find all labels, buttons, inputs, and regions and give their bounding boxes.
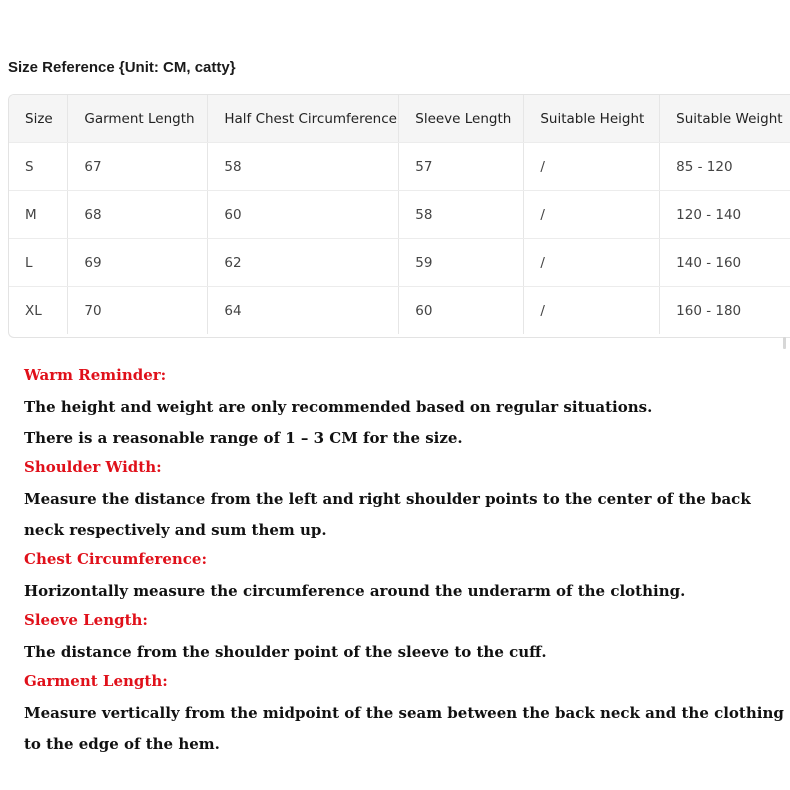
table-cell: 57	[399, 143, 524, 191]
note-text: The distance from the shoulder point of the sleeve to the cuff.	[24, 643, 547, 661]
table-cell: XL	[9, 287, 68, 335]
note-text: There is a reasonable range of 1 – 3 CM for the size.	[24, 429, 463, 447]
column-header: Size	[9, 95, 68, 143]
note-text: The height and weight are only recommended based on regular situations.	[24, 398, 653, 416]
table-cell: M	[9, 191, 68, 239]
table-row	[9, 143, 790, 191]
note-heading-shoulder-width: Shoulder Width:	[24, 458, 162, 476]
table-cell: /	[524, 191, 660, 239]
horizontal-scrollbar[interactable]	[783, 337, 786, 349]
note-text: neck respectively and sum them up.	[24, 521, 327, 539]
table-cell: 60	[399, 287, 524, 335]
column-header: Suitable Height	[524, 95, 660, 143]
column-header: Half Chest Circumference	[208, 95, 399, 143]
note-text: Measure the distance from the left and right shoulder points to the center of the back	[24, 490, 751, 508]
measurement-notes	[24, 362, 784, 760]
column-header: Garment Length	[68, 95, 208, 143]
table-cell: 85 - 120	[660, 143, 790, 191]
note-heading-warm-reminder: Warm Reminder:	[24, 366, 167, 384]
table-cell: /	[524, 287, 660, 335]
page-title: Size Reference {Unit: CM, catty}	[8, 59, 236, 76]
note-heading-garment-length: Garment Length:	[24, 672, 168, 690]
note-heading-chest-circumference: Chest Circumference:	[24, 550, 207, 568]
table-cell: L	[9, 239, 68, 287]
table-cell: 64	[208, 287, 399, 335]
table-cell: 58	[399, 191, 524, 239]
table-cell: 60	[208, 191, 399, 239]
table-cell: /	[524, 239, 660, 287]
note-text: Measure vertically from the midpoint of the seam between the back neck and the clothing	[24, 704, 784, 722]
table-row	[9, 191, 790, 239]
table-row	[9, 287, 790, 335]
column-header: Suitable Weight	[660, 95, 790, 143]
table-cell: 67	[68, 143, 208, 191]
table-cell: 69	[68, 239, 208, 287]
table-cell: 70	[68, 287, 208, 335]
table-cell: 68	[68, 191, 208, 239]
size-table	[8, 94, 790, 338]
table-cell: 62	[208, 239, 399, 287]
table-cell: 58	[208, 143, 399, 191]
note-text: Horizontally measure the circumference around the underarm of the clothing.	[24, 582, 686, 600]
table-row	[9, 239, 790, 287]
note-heading-sleeve-length: Sleeve Length:	[24, 611, 148, 629]
table-cell: /	[524, 143, 660, 191]
table-cell: 160 - 180	[660, 287, 790, 335]
table-cell: 59	[399, 239, 524, 287]
table-cell: S	[9, 143, 68, 191]
table-cell: 120 - 140	[660, 191, 790, 239]
table-cell: 140 - 160	[660, 239, 790, 287]
table-header-row	[9, 95, 790, 143]
note-text: to the edge of the hem.	[24, 735, 220, 753]
column-header: Sleeve Length	[399, 95, 524, 143]
